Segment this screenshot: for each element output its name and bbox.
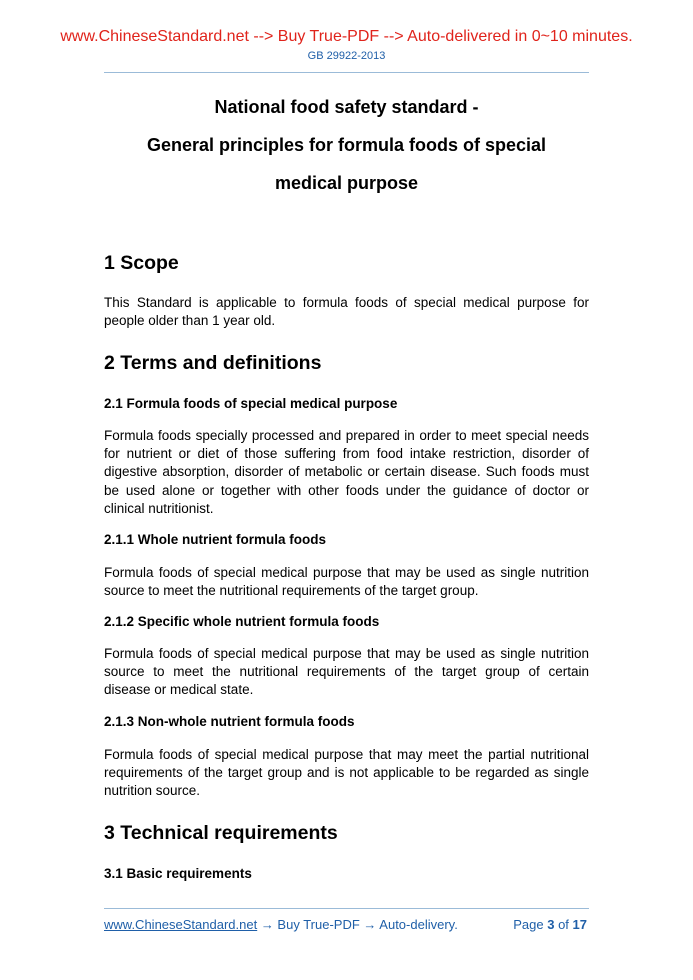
paragraph-line: Formula foods of special medical purpose that may be used as single nutrition bbox=[104, 646, 589, 661]
subsection-heading-3-1: 3.1 Basic requirements bbox=[104, 866, 252, 881]
subsection-heading-2-1-1: 2.1.1 Whole nutrient formula foods bbox=[104, 532, 327, 547]
paragraph-line: This Standard is applicable to formula foods of special medical purpose for bbox=[104, 295, 589, 310]
paragraph-line: for nutrient or diet of those suffering from food intake restriction, disorder of bbox=[104, 446, 589, 462]
page-total: 17 bbox=[572, 917, 587, 932]
paragraph-line: nutrition source. bbox=[104, 783, 201, 799]
paragraph-line: Formula foods specially processed and prepared in order to meet special needs bbox=[104, 428, 589, 443]
definition-2-1-2-paragraph bbox=[104, 645, 589, 700]
section-heading-terms: 2 Terms and definitions bbox=[104, 352, 322, 374]
page-current: 3 bbox=[547, 917, 555, 932]
page-indicator bbox=[513, 917, 587, 932]
document-title-line-3: medical purpose bbox=[274, 173, 419, 193]
definition-2-1-paragraph bbox=[104, 427, 589, 518]
definition-2-1-1-paragraph bbox=[104, 564, 589, 600]
page-word: Page bbox=[513, 917, 544, 932]
section-heading-scope: 1 Scope bbox=[104, 252, 179, 274]
scope-paragraph bbox=[104, 294, 589, 330]
header-divider bbox=[104, 72, 589, 73]
paragraph-line: source to meet the nutritional requirements of the target group of certain bbox=[104, 664, 589, 680]
paragraph-line: be used alone or together with other foods under the guidance of doctor or bbox=[104, 482, 589, 498]
paragraph-line: disease or medical state. bbox=[104, 682, 254, 698]
section-heading-technical-requirements: 3 Technical requirements bbox=[104, 822, 338, 844]
paragraph-line: source to meet the nutritional requirements of the target group. bbox=[104, 583, 479, 599]
footer-link[interactable] bbox=[104, 917, 458, 932]
footer-link-url[interactable]: www.ChineseStandard.net bbox=[104, 917, 258, 932]
top-banner-link[interactable]: www.ChineseStandard.net --> Buy True-PDF --> Auto-delivered in 0~10 minutes. bbox=[60, 28, 633, 45]
paragraph-line: clinical nutritionist. bbox=[104, 500, 214, 516]
subsection-heading-2-1-3: 2.1.3 Non-whole nutrient formula foods bbox=[104, 714, 355, 729]
paragraph-line: requirements of the target group and is not applicable to be regarded as single bbox=[104, 765, 589, 781]
subsection-heading-2-1: 2.1 Formula foods of special medical purpose bbox=[104, 396, 398, 411]
paragraph-line: Formula foods of special medical purpose that may be used as single nutrition bbox=[104, 565, 589, 580]
footer-divider bbox=[104, 908, 589, 909]
document-title-line-1: National food safety standard - bbox=[214, 97, 479, 117]
definition-2-1-3-paragraph bbox=[104, 746, 589, 801]
document-title-line-2: General principles for formula foods of special bbox=[146, 135, 547, 155]
paragraph-line: people older than 1 year old. bbox=[104, 313, 276, 329]
page-of: of bbox=[558, 917, 569, 932]
standard-number: GB 29922-2013 bbox=[307, 50, 386, 62]
paragraph-line: Formula foods of special medical purpose that may meet the partial nutritional bbox=[104, 747, 589, 762]
subsection-heading-2-1-2: 2.1.2 Specific whole nutrient formula foods bbox=[104, 614, 380, 629]
paragraph-line: digestive absorption, disorder of metabolic or certain disease. Such foods must bbox=[104, 464, 589, 480]
footer-link-text: → Buy True-PDF → Auto-delivery. bbox=[257, 917, 458, 932]
